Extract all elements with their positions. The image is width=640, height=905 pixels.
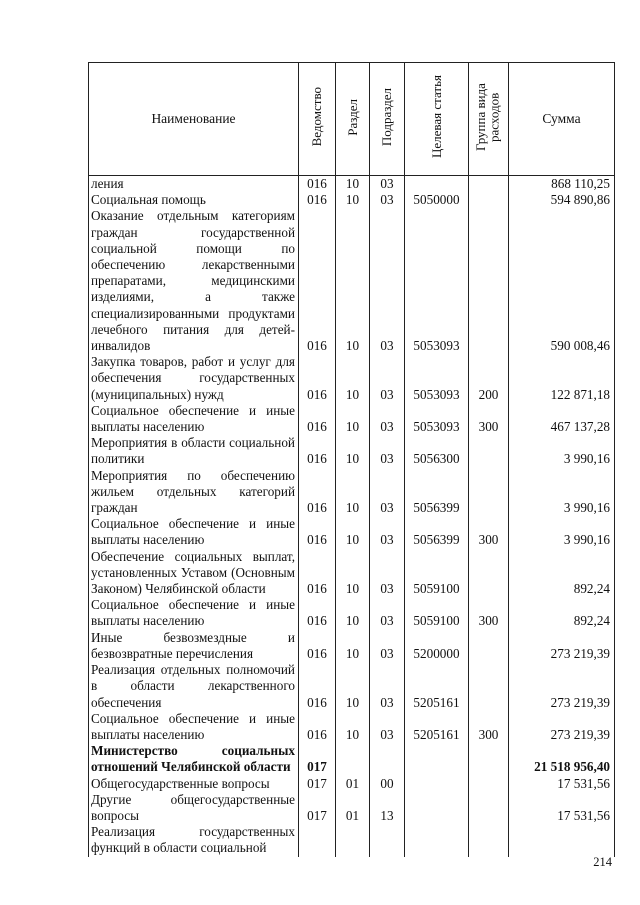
cell-razdel: 10 [336,403,370,435]
table-row [89,403,615,435]
cell-gruppa [469,792,509,824]
cell-gruppa: 300 [469,711,509,743]
table-row [89,354,615,403]
cell-vedomstvo [299,824,336,856]
cell-razdel: 10 [336,597,370,629]
cell-name: Закупка товаров, работ и услуг для обеспечения государственных (муниципальных) нужд [89,354,299,403]
cell-podrazdel: 13 [370,792,405,824]
cell-name: Иные безвозмездные и безвозвратные перечисления [89,630,299,662]
cell-podrazdel: 03 [370,354,405,403]
cell-name: Социальное обеспечение и иные выплаты населению [89,597,299,629]
cell-vedomstvo: 016 [299,403,336,435]
cell-gruppa [469,468,509,517]
cell-vedomstvo: 016 [299,208,336,354]
cell-tselevaya-statya: 5205161 [405,662,469,711]
header-vedomstvo: Ведомство [299,63,336,176]
cell-podrazdel: 03 [370,597,405,629]
cell-vedomstvo: 016 [299,192,336,208]
cell-gruppa: 200 [469,354,509,403]
cell-razdel: 10 [336,176,370,193]
table-row [89,776,615,792]
cell-gruppa: 300 [469,403,509,435]
cell-razdel: 10 [336,468,370,517]
cell-summa: 17 531,56 [509,776,615,792]
cell-summa: 3 990,16 [509,516,615,548]
cell-tselevaya-statya: 5053093 [405,208,469,354]
cell-vedomstvo: 016 [299,662,336,711]
header-summa: Сумма [509,63,615,176]
budget-table-page [88,62,614,857]
cell-gruppa [469,192,509,208]
cell-podrazdel: 03 [370,662,405,711]
cell-name: Социальная помощь [89,192,299,208]
cell-summa: 122 871,18 [509,354,615,403]
cell-summa: 892,24 [509,597,615,629]
table-row [89,597,615,629]
table-row [89,192,615,208]
cell-name: Мероприятия по обеспечению жильем отдельных категорий граждан [89,468,299,517]
cell-tselevaya-statya: 5056399 [405,516,469,548]
table-header-row [89,63,615,176]
cell-summa: 892,24 [509,549,615,598]
cell-gruppa [469,662,509,711]
cell-gruppa [469,824,509,856]
cell-gruppa: 300 [469,516,509,548]
cell-gruppa [469,549,509,598]
cell-name: Реализация государственных функций в области социальной [89,824,299,856]
cell-tselevaya-statya: 5053093 [405,403,469,435]
cell-podrazdel: 03 [370,468,405,517]
cell-name: Министерство социальных отношений Челябинской области [89,743,299,775]
cell-name: Мероприятия в области социальной политики [89,435,299,467]
cell-podrazdel [370,824,405,856]
cell-razdel: 10 [336,662,370,711]
cell-gruppa [469,743,509,775]
table-row [89,792,615,824]
cell-razdel: 10 [336,630,370,662]
cell-summa: 273 219,39 [509,662,615,711]
cell-tselevaya-statya: 5056300 [405,435,469,467]
page-number: 214 [593,855,612,869]
cell-summa: 590 008,46 [509,208,615,354]
cell-tselevaya-statya [405,792,469,824]
table-row [89,549,615,598]
cell-podrazdel: 03 [370,516,405,548]
cell-gruppa [469,435,509,467]
budget-table [88,62,615,857]
cell-podrazdel: 03 [370,630,405,662]
cell-podrazdel: 03 [370,192,405,208]
cell-tselevaya-statya [405,824,469,856]
cell-summa: 3 990,16 [509,468,615,517]
cell-summa: 868 110,25 [509,176,615,193]
cell-summa: 467 137,28 [509,403,615,435]
table-row [89,176,615,193]
cell-name: Социальное обеспечение и иные выплаты населению [89,711,299,743]
cell-vedomstvo: 017 [299,776,336,792]
cell-razdel: 10 [336,711,370,743]
cell-razdel [336,743,370,775]
table-row [89,630,615,662]
header-tselevaya-statya: Целевая статья [405,63,469,176]
cell-vedomstvo: 016 [299,711,336,743]
cell-podrazdel: 03 [370,549,405,598]
cell-razdel: 01 [336,776,370,792]
cell-gruppa [469,176,509,193]
cell-tselevaya-statya: 5050000 [405,192,469,208]
table-row [89,516,615,548]
table-row [89,468,615,517]
cell-podrazdel: 03 [370,435,405,467]
cell-tselevaya-statya [405,176,469,193]
cell-gruppa [469,776,509,792]
cell-razdel: 10 [336,435,370,467]
header-name: Наименование [89,63,299,176]
cell-summa: 3 990,16 [509,435,615,467]
table-row [89,435,615,467]
cell-razdel: 10 [336,208,370,354]
table-row [89,743,615,775]
table-row [89,824,615,856]
header-razdel: Раздел [336,63,370,176]
cell-tselevaya-statya [405,743,469,775]
table-body [89,176,615,857]
cell-summa: 273 219,39 [509,630,615,662]
cell-vedomstvo: 016 [299,468,336,517]
cell-razdel: 01 [336,792,370,824]
cell-tselevaya-statya: 5053093 [405,354,469,403]
table-row [89,662,615,711]
cell-vedomstvo: 016 [299,597,336,629]
header-gruppa-vida-raskhodov: Группа вида расходов [469,63,509,176]
cell-name: Социальное обеспечение и иные выплаты населению [89,403,299,435]
cell-vedomstvo: 017 [299,743,336,775]
cell-vedomstvo: 016 [299,630,336,662]
cell-podrazdel: 03 [370,403,405,435]
cell-tselevaya-statya [405,776,469,792]
cell-name: Социальное обеспечение и иные выплаты населению [89,516,299,548]
header-podrazdel: Подраздел [370,63,405,176]
cell-summa: 17 531,56 [509,792,615,824]
cell-vedomstvo: 016 [299,516,336,548]
cell-name: Общегосударственные вопросы [89,776,299,792]
cell-razdel: 10 [336,354,370,403]
cell-gruppa [469,208,509,354]
cell-podrazdel: 03 [370,176,405,193]
cell-vedomstvo: 016 [299,549,336,598]
cell-tselevaya-statya: 5056399 [405,468,469,517]
cell-gruppa [469,630,509,662]
cell-tselevaya-statya: 5205161 [405,711,469,743]
cell-razdel [336,824,370,856]
cell-name: ления [89,176,299,193]
cell-name: Другие общегосударственные вопросы [89,792,299,824]
cell-podrazdel: 00 [370,776,405,792]
cell-vedomstvo: 016 [299,354,336,403]
cell-razdel: 10 [336,516,370,548]
cell-summa [509,824,615,856]
cell-summa: 21 518 956,40 [509,743,615,775]
cell-podrazdel [370,743,405,775]
cell-gruppa: 300 [469,597,509,629]
table-row [89,711,615,743]
cell-tselevaya-statya: 5059100 [405,549,469,598]
cell-podrazdel: 03 [370,208,405,354]
cell-vedomstvo: 016 [299,435,336,467]
table-row [89,208,615,354]
cell-razdel: 10 [336,192,370,208]
cell-razdel: 10 [336,549,370,598]
cell-vedomstvo: 016 [299,176,336,193]
cell-summa: 594 890,86 [509,192,615,208]
cell-tselevaya-statya: 5059100 [405,597,469,629]
cell-name: Оказание отдельным категориям граждан государственной социальной помощи по обеспечению лекарственными препаратами, медицинскими изделиями, а также специализированными продуктами лечебного питания для детей-инвалидов [89,208,299,354]
cell-tselevaya-statya: 5200000 [405,630,469,662]
cell-vedomstvo: 017 [299,792,336,824]
cell-podrazdel: 03 [370,711,405,743]
cell-summa: 273 219,39 [509,711,615,743]
cell-name: Реализация отдельных полномочий в области лекарственного обеспечения [89,662,299,711]
cell-name: Обеспечение социальных выплат, установленных Уставом (Основным Законом) Челябинской области [89,549,299,598]
